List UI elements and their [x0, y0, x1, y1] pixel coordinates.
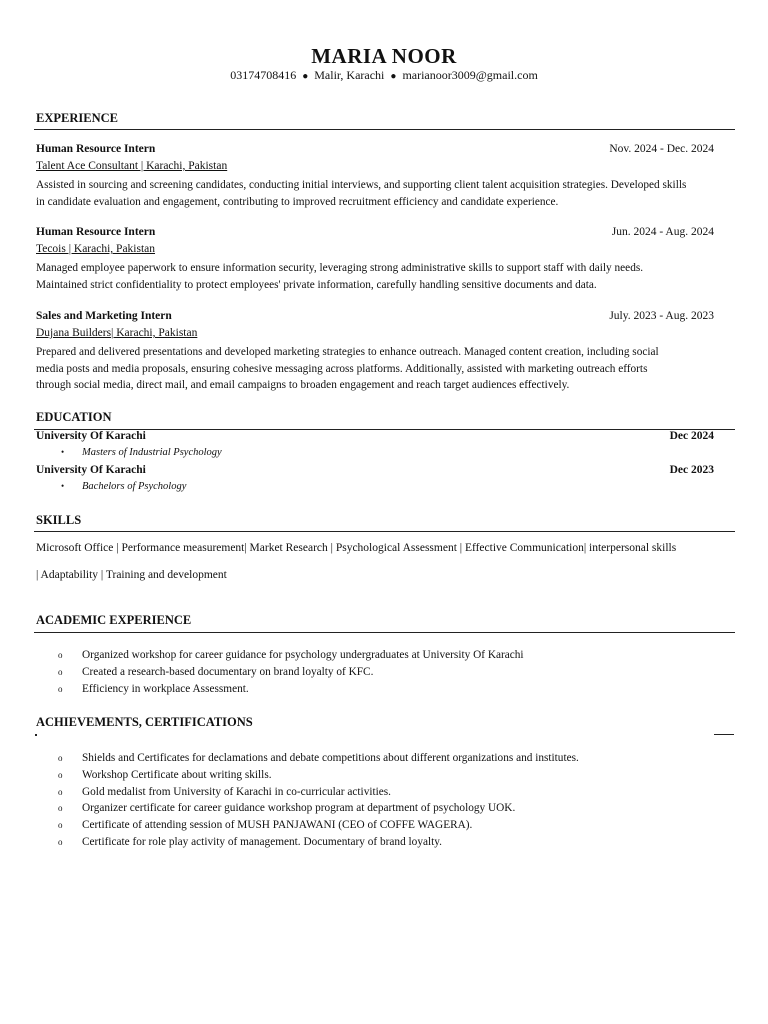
circle-bullet-icon: o	[58, 836, 63, 847]
description-line: Assisted in sourcing and screening candidates, conducting initial interviews, and supporting client talent acquisition strategies. Developed skills	[36, 179, 687, 191]
circle-bullet-icon: o	[58, 666, 63, 677]
location: Malir, Karachi	[314, 68, 385, 82]
circle-bullet-icon: o	[58, 683, 63, 694]
skills-list: | Adaptability | Training and development	[36, 569, 227, 581]
company-name: Talent Ace Consultant | Karachi, Pakistan	[36, 160, 228, 172]
list-item: o Efficiency in workplace Assessment.	[58, 681, 524, 698]
graduation-date: Dec 2024	[669, 430, 714, 442]
section-divider-fragment	[714, 734, 734, 735]
skills-list: Microsoft Office | Performance measurement| Market Research | Psychological Assessment | Effective Communication| interpersonal skills	[36, 542, 677, 554]
description-line: through social media, direct mail, and email campaigns to broaden engagement and reach target audiences effectively.	[36, 379, 570, 391]
list-item: o Workshop Certificate about writing skills.	[58, 767, 579, 784]
list-item: o Organizer certificate for career guidance workshop program at department of psychology UOK.	[58, 800, 579, 817]
circle-bullet-icon: o	[58, 786, 63, 797]
section-divider-fragment	[35, 734, 37, 736]
bullet-icon: •	[61, 481, 65, 491]
email-address: marianoor3009@gmail.com	[402, 68, 538, 82]
job-dates: July. 2023 - Aug. 2023	[609, 310, 714, 322]
section-heading-education: EDUCATION	[36, 410, 112, 424]
separator-dot: ●	[302, 71, 309, 82]
job-dates: Jun. 2024 - Aug. 2024	[611, 226, 714, 238]
job-title: Human Resource Intern	[36, 226, 156, 238]
company-name: Dujana Builders| Karachi, Pakistan	[36, 327, 198, 339]
description-line: Managed employee paperwork to ensure information security, leveraging strong administrative skills to support staff with daily needs.	[36, 262, 644, 274]
section-heading-academic: ACADEMIC EXPERIENCE	[36, 613, 192, 627]
separator-dot: ●	[390, 71, 397, 82]
list-item: o Gold medalist from University of Karachi in co-curricular activities.	[58, 784, 579, 801]
circle-bullet-icon: o	[58, 753, 63, 763]
job-title: Human Resource Intern	[36, 143, 156, 155]
section-heading-skills: SKILLS	[36, 513, 82, 527]
degree-name: Masters of Industrial Psychology	[82, 447, 222, 458]
company-name: Tecois | Karachi, Pakistan	[36, 243, 156, 255]
circle-bullet-icon: o	[58, 650, 63, 660]
achievements-list	[58, 750, 579, 851]
circle-bullet-icon: o	[58, 769, 63, 780]
list-item: o Organized workshop for career guidance for psychology undergraduates at University Of Karachi	[58, 647, 524, 664]
list-item: o Certificate of attending session of MUSH PANJAWANI (CEO of COFFE WAGERA).	[58, 817, 579, 834]
list-item: o Shields and Certificates for declamations and debate competitions about different organizations and institutes.	[58, 750, 579, 767]
description-line: Maintained strict confidentiality to protect employees' private information, carefully handling sensitive documents and data.	[36, 278, 597, 291]
description-line: in candidate evaluation and engagement, contributing to improved recruitment efficiency and candidate experience.	[36, 195, 559, 208]
academic-list	[58, 647, 524, 697]
section-divider	[34, 531, 735, 532]
list-item: o Certificate for role play activity of management. Documentary of brand loyalty.	[58, 834, 579, 851]
job-description	[36, 344, 736, 394]
job-description	[36, 260, 736, 293]
section-heading-achievements: ACHIEVEMENTS, CERTIFICATIONS	[36, 715, 253, 729]
section-divider	[34, 632, 735, 633]
school-name: University Of Karachi	[36, 464, 146, 476]
circle-bullet-icon: o	[58, 820, 63, 831]
description-line: media posts and media proposals, ensuring cohesive messaging across platforms. Additionally, assisted with marketing outreach efforts	[36, 362, 648, 375]
degree-name: Bachelors of Psychology	[82, 481, 187, 492]
job-title: Sales and Marketing Intern	[36, 310, 172, 322]
description-line: Prepared and delivered presentations and developed marketing strategies to enhance outreach. Managed content creation, including social	[36, 346, 659, 358]
contact-line	[0, 68, 768, 83]
candidate-name: MARIA NOOR	[311, 44, 457, 68]
section-divider	[34, 129, 735, 130]
bullet-icon: •	[61, 447, 65, 457]
job-description	[36, 177, 736, 210]
circle-bullet-icon: o	[58, 803, 63, 814]
section-heading-experience: EXPERIENCE	[36, 111, 118, 125]
job-dates: Nov. 2024 - Dec. 2024	[609, 143, 714, 155]
school-name: University Of Karachi	[36, 430, 146, 442]
phone-number: 03174708416	[230, 68, 297, 82]
list-item: o Created a research-based documentary on brand loyalty of KFC.	[58, 664, 524, 681]
graduation-date: Dec 2023	[669, 464, 714, 476]
